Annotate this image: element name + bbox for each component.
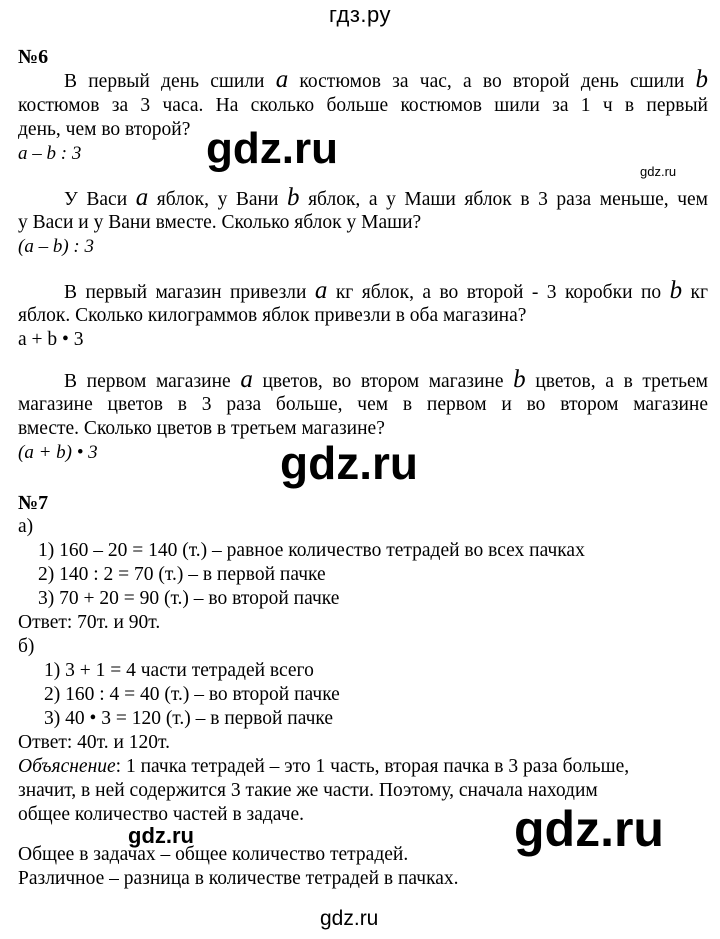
task7-heading: №7: [18, 492, 49, 514]
task7-note-1: Общее в задачах – общее количество тетрадей.: [18, 844, 409, 865]
task7-explanation-line3: общее количество частей в задаче.: [18, 804, 305, 825]
task6-p1-line1: [18, 66, 708, 93]
text: цветов, а в третьем: [525, 371, 708, 392]
explanation-label: Объяснение: [18, 756, 116, 777]
variable-b: b: [287, 184, 300, 211]
text: В первый магазин привезли: [64, 282, 315, 303]
task7-part-b-step-2: 2) 160 : 4 = 40 (т.) – во второй пачке: [44, 684, 340, 705]
task6-p4-line1: [18, 366, 708, 393]
text: костюмов за час, а во второй день сшили: [288, 71, 696, 92]
task7-explanation-line2: значит, в ней содержится 3 такие же части. Поэтому, сначала находим: [18, 780, 598, 801]
watermark-small: gdz.ru: [640, 164, 677, 179]
task6-p3-formula: a + b • 3: [18, 329, 84, 350]
task7-part-a-step-1: 1) 160 – 20 = 140 (т.) – равное количество тетрадей во всех пачках: [38, 540, 585, 561]
watermark-small-bold: gdz.ru: [128, 823, 194, 848]
watermark: gdz.ru: [206, 124, 338, 173]
variable-a: a: [135, 184, 149, 211]
task6-p2-line2: у Васи и у Вани вместе. Сколько яблок у Маши?: [18, 212, 422, 233]
watermark: gdz.ru: [514, 801, 664, 857]
task6-p1-line3: день, чем во второй?: [18, 119, 191, 140]
task7-part-a-label: а): [18, 516, 34, 537]
variable-b: b: [513, 366, 526, 393]
task7-note-2: Различное – разница в количестве тетрадей в пачках.: [18, 868, 459, 889]
task6-p2-line1: [18, 184, 708, 211]
task7-part-b-label: б): [18, 636, 35, 657]
task6-p3-line1: [18, 277, 708, 304]
task6-p1-line2: костюмов за 3 часа. На сколько больше костюмов шили за 1 ч в первый: [18, 95, 708, 116]
variable-a: a: [240, 366, 253, 393]
task7-part-b-step-1: 1) 3 + 1 = 4 части тетрадей всего: [44, 660, 314, 681]
task6-p1-formula: a – b : 3: [18, 143, 82, 164]
text: яблок, у Вани: [148, 189, 287, 210]
variable-a: a: [275, 66, 289, 93]
text: кг: [682, 282, 708, 303]
text: У Васи: [64, 189, 136, 210]
text: В первый день сшили: [64, 71, 276, 92]
text: яблок, а у Маши яблок в 3 раза меньше, чем: [299, 189, 708, 210]
task6-heading: №6: [18, 46, 49, 68]
variable-b: b: [695, 66, 708, 93]
task6-p4-line3: вместе. Сколько цветов в третьем магазине?: [18, 418, 385, 439]
text: В первом магазине: [64, 371, 241, 392]
site-header: гдз.ру: [328, 2, 392, 27]
task6-p4-line2: магазине цветов в 3 раза больше, чем в первом и во втором магазине: [18, 394, 708, 415]
variable-a: a: [314, 277, 328, 304]
text: цветов, во втором магазине: [252, 371, 514, 392]
task6-p4-formula: (a + b) • 3: [18, 442, 98, 463]
watermark-footer: gdz.ru: [320, 907, 379, 930]
task7-part-b-step-3: 3) 40 • 3 = 120 (т.) – в первой пачке: [44, 708, 334, 729]
watermark: gdz.ru: [280, 437, 418, 489]
text: кг яблок, а во второй - 3 коробки по: [327, 282, 670, 303]
task7-part-a-step-2: 2) 140 : 2 = 70 (т.) – в первой пачке: [38, 564, 326, 585]
variable-b: b: [669, 277, 683, 304]
task6-p3-line2: яблок. Сколько килограммов яблок привезли в оба магазина?: [18, 305, 527, 326]
task7-part-a-step-3: 3) 70 + 20 = 90 (т.) – во второй пачке: [38, 588, 340, 609]
task6-p2-formula: (a – b) : 3: [18, 236, 94, 257]
task7-explanation-line1: [18, 756, 629, 778]
task7-part-a-answer: Ответ: 70т. и 90т.: [18, 612, 161, 633]
task7-part-b-answer: Ответ: 40т. и 120т.: [18, 732, 170, 753]
text: : 1 пачка тетрадей – это 1 часть, вторая пачка в 3 раза больше,: [115, 756, 630, 777]
